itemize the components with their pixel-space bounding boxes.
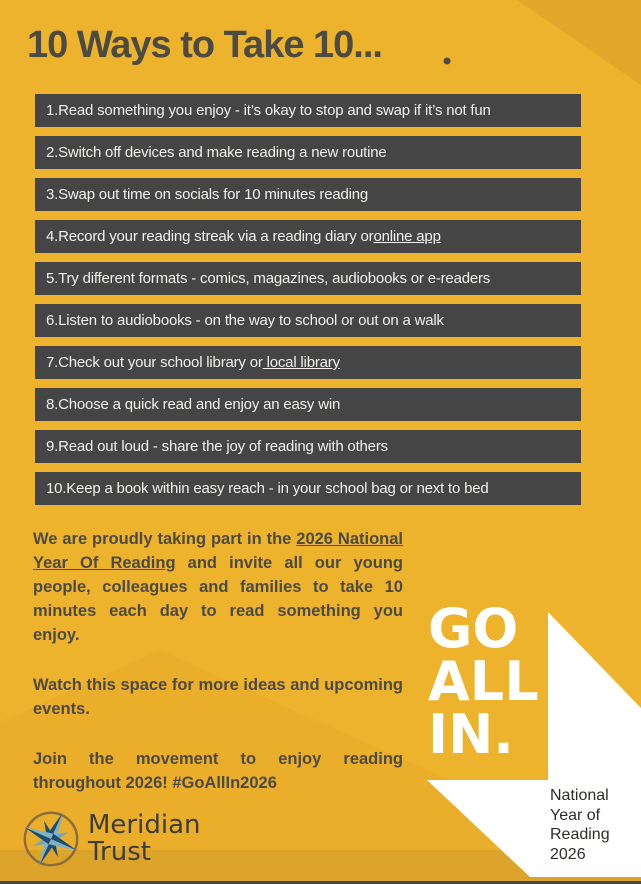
list-item [35,346,581,379]
intro-paragraph [33,527,403,647]
list-item-text: 4.Record your reading streak via a reading diary or [46,228,374,245]
brand-name-line: Trust [88,837,151,867]
list-item [35,178,581,211]
list-item-text: 6.Listen to audiobooks - on the way to school or out on a walk [46,312,444,329]
list-item [35,304,581,337]
list-item [35,472,581,505]
brand-name-line: Meridian [88,810,201,840]
list-item-text: 7.Check out your school library or [46,354,263,371]
list-item-text: 3.Swap out time on socials for 10 minutes reading [46,186,369,203]
list-item-text: 2.Switch off devices and make reading a new routine [46,144,387,161]
watch-this-space-paragraph: Watch this space for more ideas and upcoming events. [33,676,403,718]
list-item-text: 8.Choose a quick read and enjoy an easy win [46,396,341,413]
go-all-in-wordmark [428,597,539,766]
join-movement-paragraph: Join the movement to enjoy reading throughout 2026! #GoAllIn2026 [33,750,403,792]
caption-line: Year of [550,806,601,824]
list-item [35,430,581,463]
brand-name [88,812,200,866]
national-year-of-reading-caption [550,786,610,864]
list [35,94,581,514]
list-item-text: 1.Read something you enjoy - it’s okay to stop and swap if it’s not fun [46,102,491,119]
list-item-text: 9.Read out loud - share the joy of reading with others [46,438,388,455]
caption-line: 2026 [550,845,586,863]
page-title: 10 Ways to Take 10... [27,24,382,66]
list-item [35,94,581,127]
list-item-text: 5.Try different formats - comics, magazines, audiobooks or e-readers [46,270,491,287]
list-item [35,220,581,253]
intro-paragraph-prefix: We are proudly taking part in the [33,530,297,548]
nyr-link[interactable]: 2026 National Year Of Reading [33,530,403,572]
inline-link[interactable]: local library [262,354,340,371]
inline-link[interactable]: online app [373,228,441,245]
wordmark-line: ALL [428,650,539,713]
list-item [35,388,581,421]
wordmark-line: IN. [428,703,514,766]
list-item-text: 10.Keep a book within easy reach - in your school bag or next to bed [46,480,489,497]
intro-text-block [33,527,403,821]
wordmark-line: GO [428,597,519,660]
compass-star-icon [20,808,82,870]
caption-line: National [550,787,609,804]
intro-paragraph-suffix: and invite all our young people, colleagues and families to take 10 minutes each day to read something you enjoy. [33,554,403,644]
list-item [35,262,581,295]
meridian-trust-logo [20,808,200,870]
caption-line: Reading [550,826,610,843]
list-item [35,136,581,169]
